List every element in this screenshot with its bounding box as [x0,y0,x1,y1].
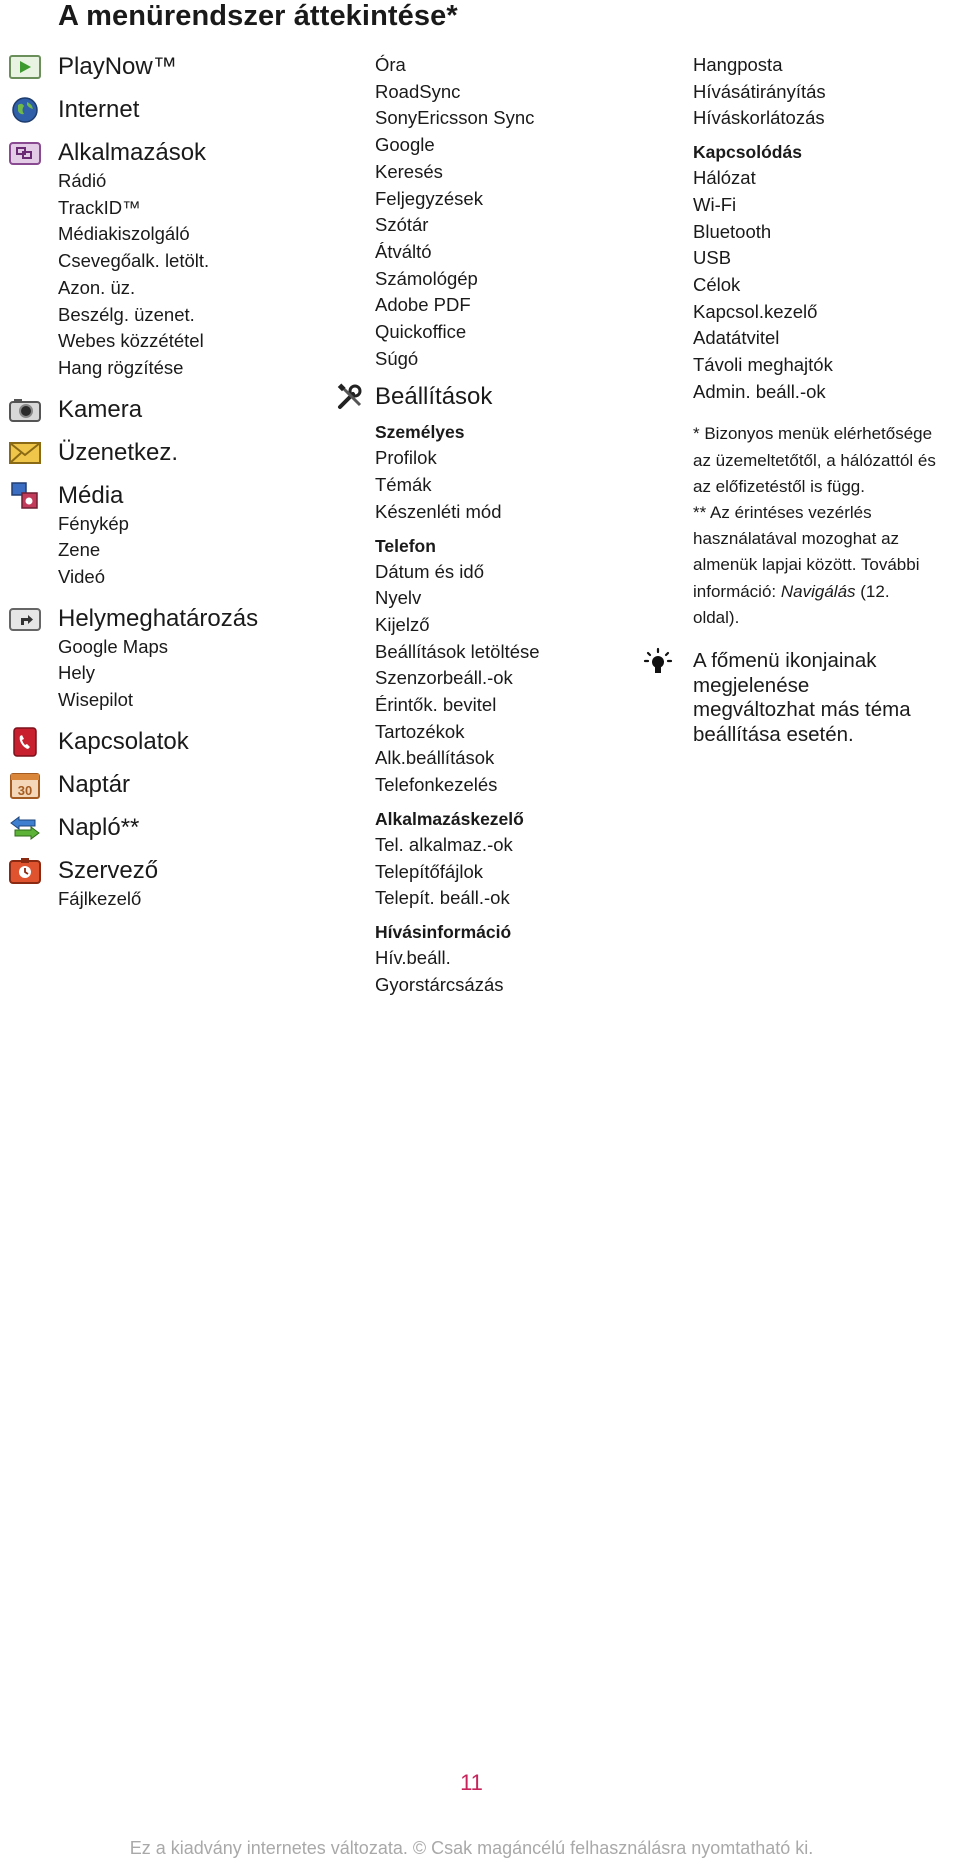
menu-beallitasok[interactable] [375,382,675,412]
menu-subitem[interactable]: SonyEricsson Sync [375,107,535,129]
menu-subitem[interactable]: Wi-Fi [693,193,737,215]
menu-subitem[interactable]: Profilok [375,447,437,469]
envelope-icon [8,438,42,468]
menu-alkalmazasok-label: Alkalmazások [58,139,207,166]
menu-subitem[interactable]: Quickoffice [375,321,467,343]
menu-kamera-label: Kamera [58,395,143,423]
group-title: Kapcsolódás [693,142,802,163]
footnote-prefix: információ: [693,581,781,601]
menu-subitem[interactable]: Hívásátirányítás [693,80,826,102]
footnote-line: almenük lapjai között. További [693,555,920,575]
menu-subitem[interactable]: Érintők. bevitel [375,694,497,716]
globe-icon [8,95,42,125]
menu-subitem[interactable]: Készenléti mód [375,500,502,522]
footnote-line: használatával mozoghat az [693,529,900,549]
footer-notice: Ez a kiadvány internetes változata. © Csak magáncélú felhasználásra nyomtatható ki. [129,1838,814,1858]
menu-subitem[interactable]: Adatátvitel [693,327,780,349]
group-title: Személyes [375,422,465,443]
menu-subitem[interactable]: Admin. beáll.-ok [693,380,826,402]
menu-subitem[interactable]: Szótár [375,214,429,236]
menu-subitem[interactable]: Zene [58,539,101,561]
calendar-icon [8,770,42,800]
menu-subitem[interactable]: Hálózat [693,167,756,189]
menu-naptar[interactable] [17,770,328,800]
menu-subitem[interactable]: Google Maps [58,635,169,657]
tip-line: megjelenése [693,673,810,697]
lightbulb-icon [641,647,675,677]
menu-szervezo[interactable] [58,856,328,913]
tip-line: A főmenü ikonjainak [693,649,877,673]
menu-uzenetkez-label: Üzenetkez. [58,438,179,466]
menu-subitem[interactable]: Webes közzététel [58,330,204,352]
menu-subitem[interactable]: Videó [58,566,105,588]
menu-media-label: Média [58,481,124,509]
menu-subitem[interactable]: Hang rögzítése [58,356,184,378]
menu-subitem[interactable]: Médiakiszolgáló [58,223,190,245]
contacts-icon [8,727,42,757]
menu-subitem[interactable]: Google [375,134,435,156]
menu-subitem[interactable]: Tel. alkalmaz.-ok [375,833,513,855]
menu-subitem[interactable]: Gyorstárcsázás [375,973,504,995]
menu-naptar-label: Naptár [58,770,131,798]
menu-subitem[interactable]: Témák [375,474,432,496]
menu-subitem[interactable]: Bluetooth [693,220,772,242]
tip-line: beállítása esetén. [693,722,854,746]
menu-subitem[interactable]: Óra [375,54,406,75]
menu-subitem[interactable]: Számológép [375,267,478,289]
menu-subitem[interactable]: Szenzorbeáll.-ok [375,667,513,689]
footnote-touch [693,500,953,631]
applications-icon [8,138,42,168]
menu-subitem[interactable]: Tartozékok [375,720,465,742]
menu-subitem[interactable]: Átváltó [375,240,432,262]
menu-alkalmazasok[interactable] [58,138,328,382]
menu-subitem[interactable]: Beállítások letöltése [375,640,540,662]
footnote-line: oldal). [693,607,740,627]
group-title: Telefon [375,535,436,556]
menu-subitem[interactable]: Telefonkezelés [375,774,498,796]
menu-subitem[interactable]: Wisepilot [58,689,134,711]
menu-subitem[interactable]: Csevegőalk. letölt. [58,250,210,272]
menu-subitem[interactable]: Beszélg. üzenet. [58,303,195,325]
footnote-suffix: (12. [855,581,890,601]
page-number: 11 [460,1770,483,1795]
menu-szervezo-label: Szervező [58,856,159,884]
camera-icon [8,395,42,425]
menu-subitem[interactable]: Fájlkezelő [58,887,142,909]
menu-naplo[interactable] [58,813,328,843]
menu-playnow-label: PlayNow™ [58,53,177,80]
menu-subitem[interactable]: Kapcsol.kezelő [693,300,818,322]
menu-subitem[interactable]: Fénykép [58,512,129,534]
menu-subitem[interactable]: RoadSync [375,80,461,102]
menu-kapcsolatok-label: Kapcsolatok [58,727,189,755]
menu-subitem[interactable]: Feljegyzések [375,187,483,209]
menu-subitem[interactable]: Nyelv [375,587,422,609]
menu-subitem[interactable]: USB [693,247,732,269]
menu-helymeghatarozas-label: Helymeghatározás [58,604,259,632]
menu-subitem[interactable]: Telepítőfájlok [375,860,483,882]
menu-subitem[interactable]: Hangposta [693,54,783,75]
tip-line: megváltozhat más téma [693,698,911,722]
menu-subitem[interactable]: Súgó [375,347,419,369]
menu-column-3 [693,52,953,747]
call-log-icon [8,813,42,843]
menu-helymeghatarozas[interactable] [58,604,328,714]
group-title: Alkalmazáskezelő [375,808,524,829]
menu-playnow[interactable] [58,52,328,82]
menu-subitem[interactable]: Adobe PDF [375,294,471,316]
menu-media[interactable] [58,481,328,591]
footnote-line [693,579,953,605]
menu-subitem[interactable]: Keresés [375,160,443,182]
menu-subitem[interactable]: Távoli meghajtók [693,354,833,376]
menu-internet-label: Internet [58,96,140,123]
menu-subitem[interactable]: TrackID™ [58,196,141,218]
menu-subitem[interactable]: Hely [58,662,96,684]
page-title: A menürendszer áttekintése* [58,0,458,32]
playnow-icon [8,52,42,82]
menu-subitem[interactable]: Híváskorlátozás [693,107,825,129]
menu-uzenetkez[interactable] [58,438,328,468]
group-title: Hívásinformáció [375,921,512,942]
menu-kamera[interactable] [58,395,328,425]
footnote-line: az előfizetéstől is függ. [693,476,865,496]
menu-beallitasok-label: Beállítások [375,383,493,411]
menu-kapcsolatok[interactable] [58,727,328,757]
menu-column-1 [17,52,328,913]
tools-icon [333,382,367,412]
menu-subitem[interactable]: Rádió [58,170,107,191]
menu-column-2 [375,52,675,998]
footnote-line: az üzemeltetőtől, a hálózattól és [693,450,936,470]
menu-subitem[interactable]: Dátum és idő [375,560,484,582]
menu-subitem[interactable]: Kijelző [375,613,430,635]
calendar-icon-number: 30 [17,782,33,798]
tip-box [693,649,953,747]
menu-subitem[interactable]: Azon. üz. [58,276,136,298]
menu-subitem[interactable]: Telepít. beáll.-ok [375,887,510,909]
menu-naplo-label: Napló** [58,813,140,841]
organizer-icon [8,856,42,886]
media-icon [8,481,42,511]
footnote-availability [693,421,953,500]
footnote-line: ** Az érintéses vezérlés [693,503,872,523]
menu-subitem[interactable]: Alk.beállítások [375,747,495,769]
menu-subitem[interactable]: Hív.beáll. [375,946,451,968]
navigation-link[interactable]: Navigálás [780,581,856,601]
menu-internet[interactable] [58,95,328,125]
footnote-line: * Bizonyos menük elérhetősége [693,424,933,444]
menu-subitem[interactable]: Célok [693,273,741,295]
location-icon [8,604,42,634]
